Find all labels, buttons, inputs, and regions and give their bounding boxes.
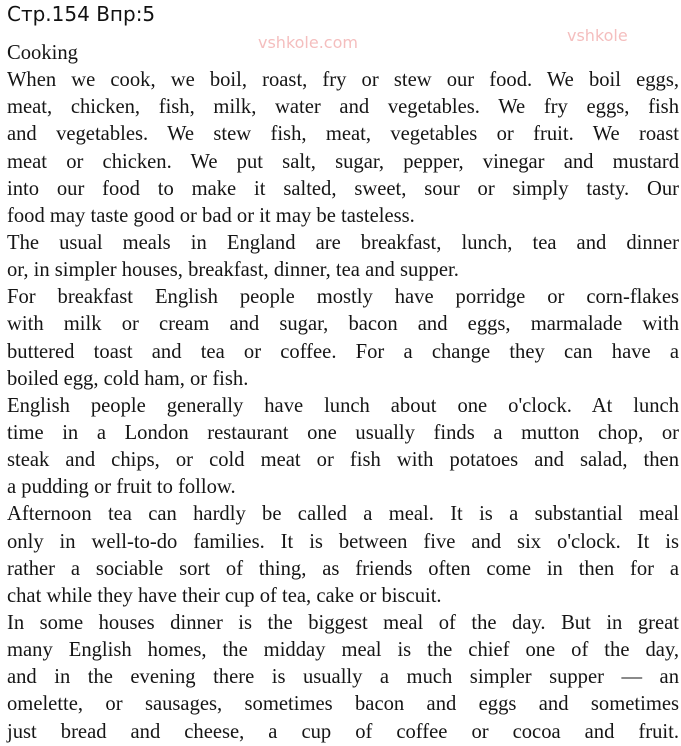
text-line: chat while they have their cup of tea, cake or biscuit. xyxy=(7,584,442,607)
text-line: English people generally have lunch about one o'clock. At lunch xyxy=(7,394,679,417)
text-line: a pudding or fruit to follow. xyxy=(7,476,236,499)
text-line: meat, chicken, fish, milk, water and vegetables. We fry eggs, fish xyxy=(7,96,679,119)
text-line: For breakfast English people mostly have porridge or corn-flakes xyxy=(7,286,679,309)
text-line: The usual meals in England are breakfast, lunch, tea and dinner xyxy=(7,231,679,254)
text-line: time in a London restaurant one usually finds a mutton chop, or xyxy=(7,421,679,444)
text-line: steak and chips, or cold meat or fish with potatoes and salad, then xyxy=(7,449,679,472)
text-line: only in well-to-do families. It is between five and six o'clock. It is xyxy=(7,530,679,553)
text-line: and vegetables. We stew fish, meat, vegetables or fruit. We roast xyxy=(7,123,679,146)
text-line: food may taste good or bad or it may be tasteless. xyxy=(7,204,415,227)
text-line: just bread and cheese, a cup of coffee or cocoa and fruit. xyxy=(7,720,679,743)
text-line: into our food to make it salted, sweet, sour or simply tasty. Our xyxy=(7,177,679,200)
text-line: boiled egg, cold ham, or fish. xyxy=(7,367,249,390)
watermark: vshkole xyxy=(567,26,628,45)
text-line: many English homes, the midday meal is the chief one of the day, xyxy=(7,639,679,662)
text-line: with milk or cream and sugar, bacon and eggs, marmalade with xyxy=(7,313,679,336)
article-body xyxy=(7,40,679,746)
text-line: or, in simpler houses, breakfast, dinner, tea and supper. xyxy=(7,259,459,282)
article-title: Cooking xyxy=(7,42,78,64)
exercise-header: Стр.154 Впр:5 xyxy=(7,2,156,26)
text-line: omelette, or sausages, sometimes bacon and eggs and sometimes xyxy=(7,693,679,716)
text-line: and in the evening there is usually a much simpler supper — an xyxy=(7,666,679,689)
text-line: In some houses dinner is the biggest meal of the day. But in great xyxy=(7,611,679,634)
text-line: rather a sociable sort of thing, as friends often come in then for a xyxy=(7,557,679,580)
watermark: vshkole.com xyxy=(258,33,358,52)
text-line: When we cook, we boil, roast, fry or stew our food. We boil eggs, xyxy=(7,69,679,92)
text-line: Afternoon tea can hardly be called a meal. It is a substantial meal xyxy=(7,503,679,526)
text-line: meat or chicken. We put salt, sugar, pepper, vinegar and mustard xyxy=(7,150,679,173)
text-line: buttered toast and tea or coffee. For a change they can have a xyxy=(7,340,679,363)
